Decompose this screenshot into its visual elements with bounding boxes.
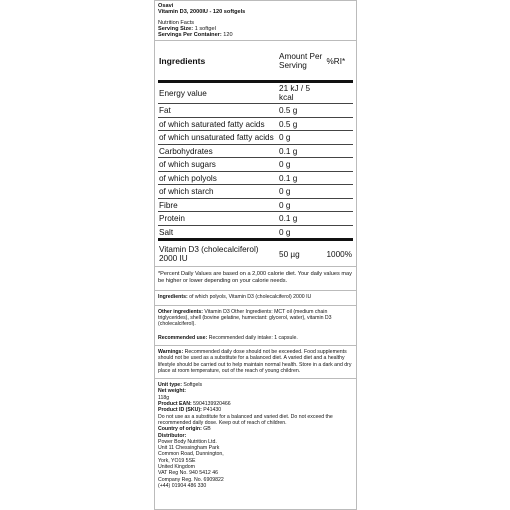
product-name: Vitamin D3, 2000IU - 120 softgels bbox=[158, 9, 246, 16]
row-amount: 0.1 g bbox=[278, 212, 325, 226]
row-name: of which unsaturated fatty acids bbox=[158, 131, 278, 145]
serving-size: Serving Size: 1 softgel bbox=[158, 25, 216, 32]
distributor-line: Power Body Nutrition Ltd. bbox=[158, 438, 217, 445]
nutrition-label bbox=[154, 0, 357, 510]
row-ri bbox=[326, 117, 354, 131]
row-name: Fat bbox=[158, 104, 278, 118]
row-amount: 21 kJ / 5 kcal bbox=[278, 82, 325, 104]
row-ri bbox=[326, 212, 354, 226]
row-ri bbox=[326, 131, 354, 145]
row-ri bbox=[326, 104, 354, 118]
distributor-line: Common Road, Dunnington, bbox=[158, 451, 224, 458]
recommended-use-text: Recommended use: Recommended daily intake: 1 capsule. bbox=[155, 332, 356, 346]
row-name: Carbohydrates bbox=[158, 144, 278, 158]
product-details bbox=[155, 379, 356, 492]
country-of-origin: Country of origin: GB bbox=[158, 426, 211, 433]
warnings-text: Warnings: Recommended daily dose should not be exceeded. Food supplements should not be used as a substitute for a balanced diet. A varied diet and a healthy lifestyle should be carried out to help maintain normal health. Store in a dark and dry place at room temperature, out of the reach of young children. bbox=[155, 346, 356, 379]
col-ri: %RI* bbox=[326, 42, 354, 82]
net-weight: Net weight: 118g bbox=[158, 388, 186, 401]
unit-type: Unit type: Softgels bbox=[158, 382, 203, 389]
row-name: of which saturated fatty acids bbox=[158, 117, 278, 131]
servings-per-container: Servings Per Container: 120 bbox=[158, 32, 233, 39]
col-amount: Amount Per Serving bbox=[278, 42, 325, 82]
col-ingredients: Ingredients bbox=[158, 42, 278, 82]
distributor-line: VAT Reg No. 940 5412 46 bbox=[158, 470, 218, 477]
product-sku: Product ID (SKU): P41430 bbox=[158, 407, 222, 414]
daily-values-note: *Percent Daily Values are based on a 2,000 calorie diet. Your daily values may be higher or lower depending on your calorie needs. bbox=[155, 267, 356, 291]
row-amount: 0 g bbox=[278, 225, 325, 240]
row-amount: 0 g bbox=[278, 185, 325, 199]
row-ri bbox=[326, 198, 354, 212]
distributor-line: (+44) 01904 486 330 bbox=[158, 482, 207, 489]
row-amount: 0.5 g bbox=[278, 104, 325, 118]
product-ean: Product EAN: 5904139920466 bbox=[158, 401, 231, 408]
facts-title: Nutrition Facts bbox=[158, 19, 195, 26]
nutrition-table-section bbox=[155, 41, 356, 267]
row-amount: 0 g bbox=[278, 158, 325, 172]
other-ingredients-text: Other ingredients: Vitamin D3 Other Ingredients: MCT oil (medium chain triglycerides), shell (bovine gelatine, humectant: glycerol, water), vitamin D3 (cholecalciferol). bbox=[158, 308, 332, 328]
row-ri bbox=[326, 225, 354, 240]
row-name: Protein bbox=[158, 212, 278, 226]
row-amount: 0 g bbox=[278, 131, 325, 145]
row-ri: 1000% bbox=[326, 249, 352, 259]
row-name: of which sugars bbox=[158, 158, 278, 172]
ingredients-text: Ingredients: of which polyols, Vitamin D3 (cholecalciferol) 2000 IU bbox=[155, 291, 356, 305]
distributor-label: Distributor: bbox=[158, 432, 187, 439]
row-name: of which starch bbox=[158, 185, 278, 199]
row-ri bbox=[326, 144, 354, 158]
row-amount: 0.1 g bbox=[278, 171, 325, 185]
row-ri bbox=[326, 185, 354, 199]
distributor-line: United Kingdom bbox=[158, 464, 195, 471]
label-header bbox=[155, 1, 356, 41]
row-amount: 0 g bbox=[278, 198, 325, 212]
row-ri bbox=[326, 171, 354, 185]
row-name: Salt bbox=[158, 225, 278, 240]
row-ri bbox=[326, 82, 354, 104]
row-name: Vitamin D3 (cholecalciferol) 2000 IU bbox=[159, 245, 259, 264]
row-amount: 50 µg bbox=[279, 249, 300, 259]
row-amount: 0.5 g bbox=[278, 117, 325, 131]
brand-name: Osavi bbox=[158, 3, 174, 9]
row-amount: 0.1 g bbox=[278, 144, 325, 158]
row-name: of which polyols bbox=[158, 171, 278, 185]
distributor-line: York, YO19 5SE bbox=[158, 457, 196, 464]
row-name: Fibre bbox=[158, 198, 278, 212]
distributor-line: Company Reg. No. 6909822 bbox=[158, 476, 224, 483]
row-ri bbox=[326, 158, 354, 172]
distributor-line: Unit 11 Chessingham Park bbox=[158, 445, 220, 452]
disclaimer: Do not use as a substitute for a balanced and varied diet. Do not exceed the recommended daily dose. Keep out of reach of children. bbox=[158, 413, 333, 426]
row-name: Energy value bbox=[158, 82, 278, 104]
nutrition-table bbox=[158, 42, 353, 264]
